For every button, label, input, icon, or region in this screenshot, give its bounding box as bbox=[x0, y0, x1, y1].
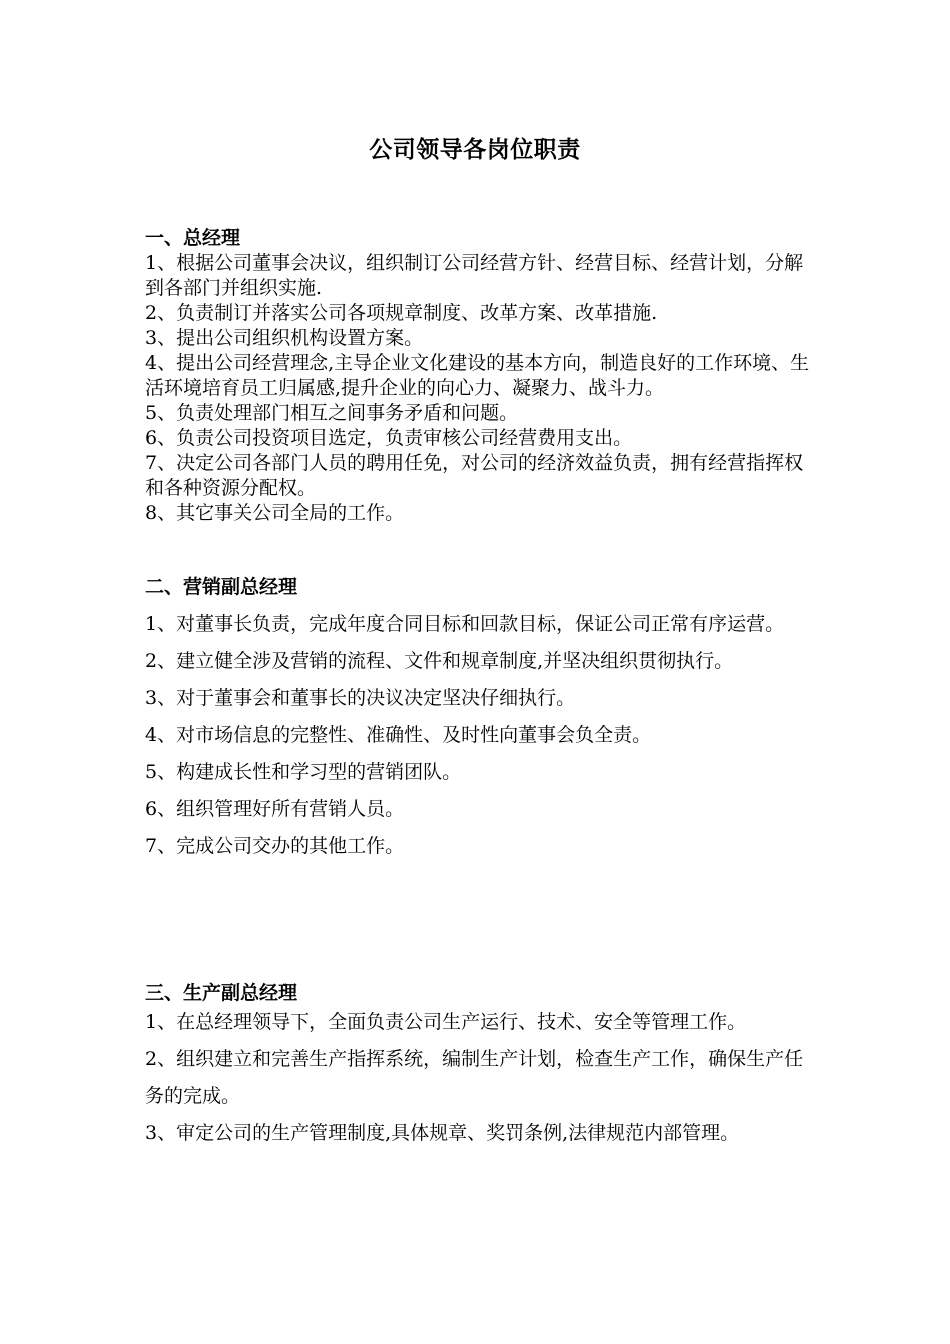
section-heading: 二、营销副总经理 bbox=[145, 576, 298, 598]
list-item: 5、构建成长性和学习型的营销团队。 bbox=[145, 761, 462, 783]
section-items bbox=[145, 251, 810, 526]
list-item: 1、在总经理领导下，全面负责公司生产运行、技术、安全等管理工作。 bbox=[145, 1011, 747, 1033]
list-item: 7、完成公司交办的其他工作。 bbox=[145, 835, 405, 857]
list-item: 3、审定公司的生产管理制度,具体规章、奖罚条例,法律规范内部管理。 bbox=[145, 1122, 740, 1144]
section-heading: 一、总经理 bbox=[145, 227, 241, 249]
document-title: 公司领导各岗位职责 bbox=[369, 137, 581, 163]
list-item: 4、提出公司经营理念,主导企业文化建设的基本方向，制造良好的工作环境、生活环境培育员工归属感,提升企业的向心力、凝聚力、战斗力。 bbox=[145, 352, 810, 399]
list-item: 2、负责制订并落实公司各项规章制度、改革方案、改革措施. bbox=[145, 302, 658, 324]
list-item: 3、提出公司组织机构设置方案。 bbox=[145, 327, 424, 349]
section-items bbox=[145, 1004, 810, 1152]
list-item: 5、负责处理部门相互之间事务矛盾和问题。 bbox=[145, 402, 519, 424]
list-item: 1、根据公司董事会决议，组织制订公司经营方针、经营目标、经营计划，分解到各部门并组织实施. bbox=[145, 252, 804, 299]
list-item: 6、负责公司投资项目选定，负责审核公司经营费用支出。 bbox=[145, 427, 633, 449]
section-general-manager bbox=[145, 226, 810, 526]
list-item: 3、对于董事会和董事长的决议决定坚决仔细执行。 bbox=[145, 687, 576, 709]
list-item: 2、建立健全涉及营销的流程、文件和规章制度,并坚决组织贯彻执行。 bbox=[145, 650, 734, 672]
list-item: 6、组织管理好所有营销人员。 bbox=[145, 798, 405, 820]
section-sales-vice-gm bbox=[145, 575, 810, 865]
list-item: 8、其它事关公司全局的工作。 bbox=[145, 502, 405, 524]
list-item: 4、对市场信息的完整性、准确性、及时性向董事会负全责。 bbox=[145, 724, 652, 746]
section-production-vice-gm bbox=[145, 981, 810, 1152]
list-item: 1、对董事长负责，完成年度合同目标和回款目标，保证公司正常有序运营。 bbox=[145, 613, 785, 635]
section-heading: 三、生产副总经理 bbox=[145, 982, 298, 1004]
list-item: 7、决定公司各部门人员的聘用任免，对公司的经济效益负责，拥有经营指挥权和各种资源分配权。 bbox=[145, 452, 804, 499]
list-item: 2、组织建立和完善生产指挥系统，编制生产计划，检查生产工作，确保生产任务的完成。 bbox=[145, 1048, 804, 1107]
section-items bbox=[145, 606, 810, 865]
